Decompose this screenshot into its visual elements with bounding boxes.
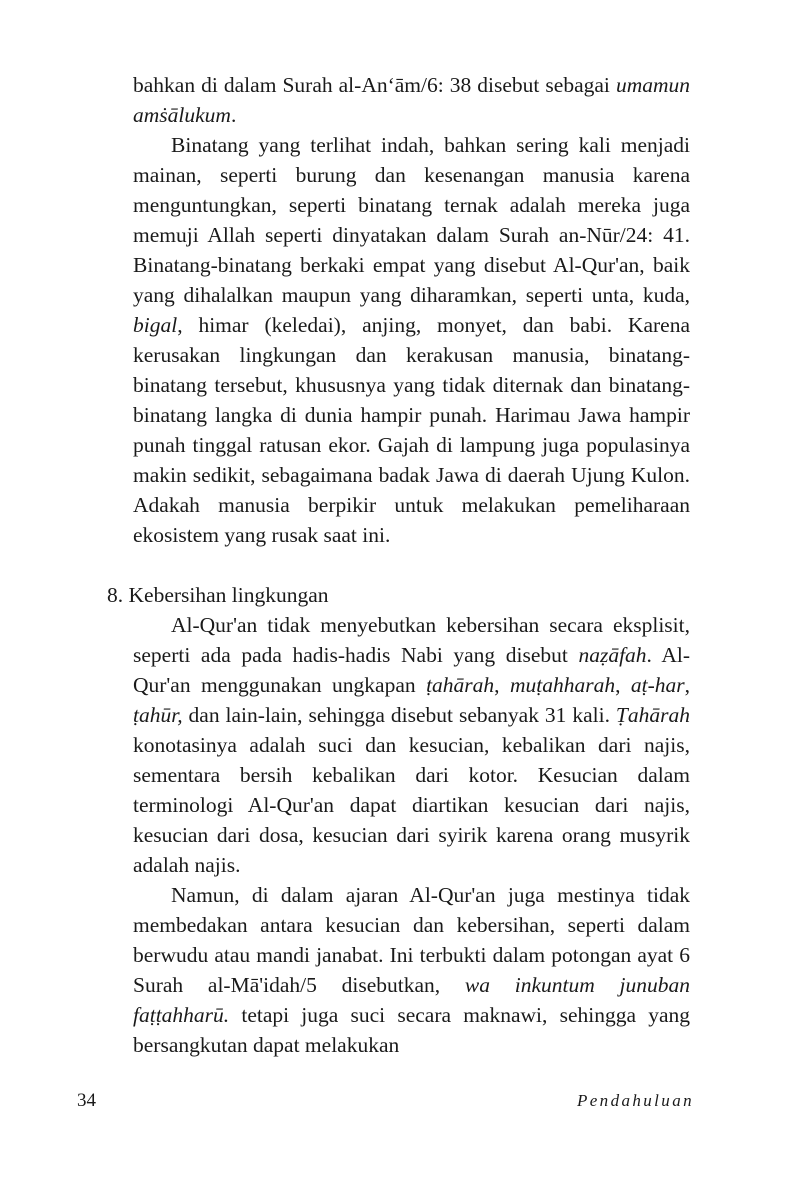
italic-term: ṭahārah: [426, 673, 495, 697]
text-run: ,: [684, 673, 690, 697]
text-run: dan lain-lain, sehingga disebut sebanyak 31 kali.: [182, 703, 616, 727]
text-run: ,: [494, 673, 510, 697]
text-run: Al-Qur'an tidak menyebutkan kebersihan secara eksplisit, seperti ada pada hadis-hadis Nabi yang disebut: [133, 613, 690, 667]
text-run: . Al-Qur'an menggunakan ungkapan: [133, 643, 690, 697]
paragraph-purity: [133, 880, 690, 1060]
section-spacer: [133, 550, 690, 580]
page-number: 34: [77, 1090, 96, 1111]
page-body: [107, 70, 690, 1060]
italic-term: ṭahūr,: [133, 703, 183, 727]
paragraph-continuation: [133, 70, 690, 130]
italic-term: bigal: [133, 313, 178, 337]
running-footer: Pendahuluan: [576, 1091, 694, 1110]
text-run: .: [230, 103, 237, 127]
paragraph-cleanliness: [133, 610, 690, 880]
text-run: , himar (keledai), anjing, monyet, dan babi. Karena kerusakan lingkungan dan kerakusan manusia, binatang-binatang tersebut, khususnya yang tidak diternak dan binatang-binatang langka di dunia hampir punah. Harimau Jawa hampir punah tinggal ratusan ekor. Gajah di lampung juga populasinya makin sedikit, sebagaimana badak Jawa di daerah Ujung Kulon. Adakah manusia berpikir untuk melakukan pemeliharaan ekosistem yang rusak saat ini.: [133, 313, 690, 547]
paragraph-animals: [133, 130, 690, 550]
italic-term: naẓāfah: [578, 643, 647, 667]
text-run: Binatang yang terlihat indah, bahkan sering kali menjadi mainan, seperti burung dan kesenangan manusia karena menguntungkan, seperti binatang ternak adalah mereka juga memuji Allah seperti dinyatakan dalam Surah an-Nūr/24: 41. Binatang-binatang berkaki empat yang disebut Al-Qur'an, baik yang dihalalkan maupun yang diharamkan, seperti unta, kuda,: [133, 133, 690, 307]
italic-term: umamun amṡālukum: [133, 73, 690, 127]
italic-term: wa inkuntum junuban faṭṭahharū.: [133, 973, 690, 1027]
text-run: ,: [615, 673, 631, 697]
section-heading: [107, 580, 690, 610]
italic-term: aṭ-har: [630, 673, 685, 697]
text-run: Namun, di dalam ajaran Al-Qur'an juga mestinya tidak membedakan antara kesucian dan kebersihan, seperti dalam berwudu atau mandi janabat. Ini terbukti dalam potongan ayat 6 Surah al-Mā'idah/5 disebutkan,: [133, 883, 690, 997]
text-run: tetapi juga suci secara maknawi, sehingga yang bersangkutan dapat melakukan: [133, 1003, 690, 1057]
text-run: konotasinya adalah suci dan kesucian, kebalikan dari najis, sementara bersih kebalikan dari kotor. Kesucian dalam terminologi Al-Qur'an dapat diartikan kesucian dari najis, kesucian dari dosa, kesucian dari syirik karena orang musyrik adalah najis.: [133, 733, 690, 877]
text-run: bahkan di dalam Surah al-An‘ām/6: 38 disebut sebagai: [133, 73, 616, 97]
italic-term: Ṭahārah: [615, 703, 690, 727]
text-run: 8. Kebersihan lingkungan: [107, 583, 329, 607]
italic-term: muṭahharah: [509, 673, 616, 697]
